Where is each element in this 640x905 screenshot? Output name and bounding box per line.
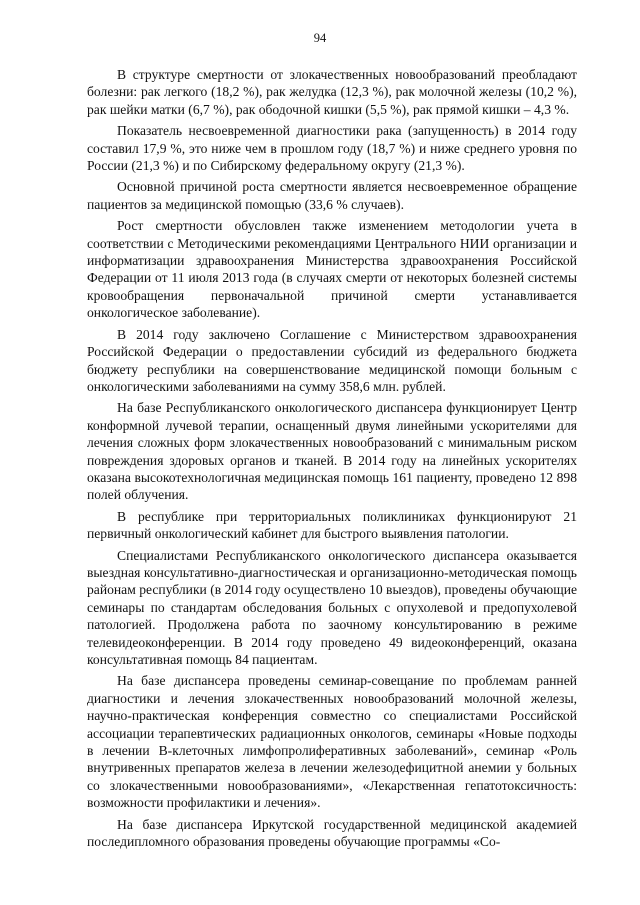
paragraph-training-programs: На базе диспансера Иркутской государственной медицинской академией последипломного образования проведены обучающие программы «Со- — [87, 816, 577, 850]
paragraph-agreement: В 2014 году заключено Соглашение с Министерством здравоохранения Российской Федерации о предоставлении субсидий из федерального бюджета бюджету республики на совершенствование медицинской помощи больным с онкологическими заболеваниями на сумму 358,6 млн. рублей. — [87, 326, 577, 394]
paragraph-oncology-offices: В республике при территориальных поликлиниках функционируют 21 первичный онкологический кабинет для быстрого выявления патологии. — [87, 508, 577, 542]
text-body — [87, 66, 577, 854]
paragraph-mortality-structure: В структуре смертности от злокачественных новообразований преобладают болезни: рак легкого (18,2 %), рак желудка (12,3 %), рак молочной железы (10,2 %), рак шейки матки (6,7 %), рак ободочной кишки (5,5 %), рак прямой кишки – 4,3 %. — [87, 67, 577, 117]
paragraph-radiotherapy-center: На базе Республиканского онкологического диспансера функционирует Центр конформной лучевой терапии, оснащенный двумя линейными ускорителями для лечения сложных форм злокачественных новообразований с минимальным риском повреждения здоровых органов и тканей. В 2014 году на линейных ускорителях оказана высокотехнологичная медицинская помощь 161 пациенту, проведено 12 898 полей облучения. — [87, 400, 577, 503]
paragraph-main-cause: Основной причиной роста смертности является несвоевременное обращение пациентов за медицинской помощью (33,6 % случаев). — [87, 179, 577, 212]
paragraph-late-diagnosis: Показатель несвоевременной диагностики рака (запущенность) в 2014 году составил 17,9 %, это ниже чем в прошлом году (18,7 %) и ниже среднего уровня по России (21,3 %) и по Сибирскому федеральному округу (21,3 %). — [87, 123, 577, 174]
paragraph-consultations: Специалистами Республиканского онкологического диспансера оказывается выездная консультативно-диагностическая и организационно-методическая помощь районам республики (в 2014 году осуществлено 10 выездов), проведены обучающие семинары по стандартам обследования больных с опухолевой и предопухолевой патологией. Продолжена работа по заочному консультированию в режиме телевидеоконференции. В 2014 году проведено 49 видеоконференций, оказана консультативная помощь 84 пациентам. — [87, 547, 577, 667]
page-number: 94 — [313, 31, 327, 45]
paragraph-methodology: Рост смертности обусловлен также изменением методологии учета в соответствии с Методическими рекомендациями Центрального НИИ организации и информатизации здравоохранения Министерства здравоохранения Российской Федерации от 11 июля 2013 года (в случаях смерти от некоторых болезней системы кровообращения первоначальной причиной смерти устанавливается онкологическое заболевание). — [87, 218, 577, 321]
paragraph-seminars: На базе диспансера проведены семинар-совещание по проблемам ранней диагностики и лечения злокачественных новообразований молочной железы, научно-практическая конференция совместно со специалистами Российской ассоциации терапевтических радиационных онкологов, семинары «Новые подходы в лечении В-клеточных лимфопролиферативных заболеваний», семинар «Роль внутривенных препаратов железа в лечении железодефицитной анемии у больных со злокачественными новообразованиями», «Лекарственная гепатотоксичность: возможности профилактики и лечения». — [87, 673, 577, 811]
